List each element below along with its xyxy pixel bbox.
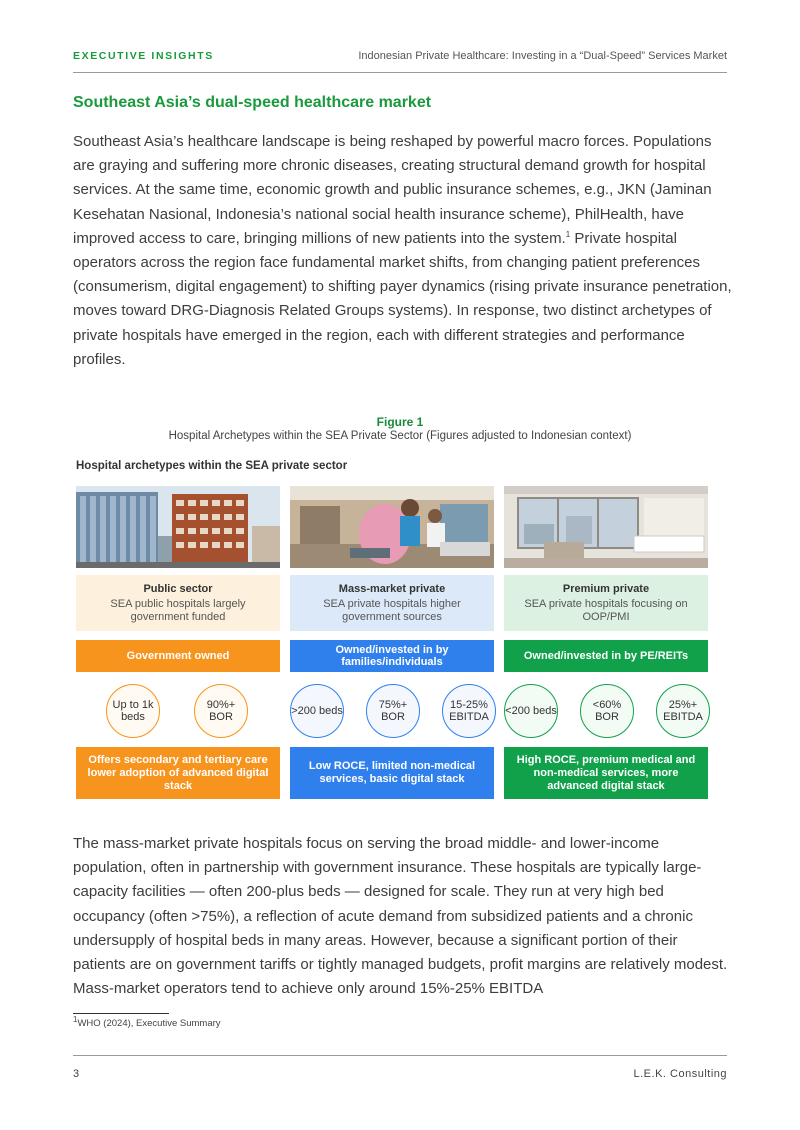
footer-divider	[73, 1055, 727, 1056]
page-number: 3	[73, 1068, 80, 1080]
section-title: Southeast Asia’s dual-speed healthcare market	[73, 94, 432, 111]
figure-number: Figure 1	[376, 415, 424, 429]
building-exterior-illustration	[76, 486, 280, 568]
header-section-label: EXECUTIVE INSIGHTS	[73, 50, 214, 62]
public-metrics	[76, 684, 280, 736]
mass-market-metric-bor: 75%+ BOR	[366, 684, 420, 738]
mass-market-description: SEA private hospitals higher government sources	[323, 598, 461, 623]
public-hospital-photo	[76, 486, 280, 568]
mass-market-title: Mass-market private	[338, 583, 446, 595]
intro-text-b: Private hospital operators across the region face fundamental market shifts, from changing patient preferences (consumerism, digital engagement) to shifting payer dynamics (rising private insurance penetration, moves toward DRG-Diagnosis Related Groups systems). In response, two distinct archetypes of private hospitals have emerged in the region, each with different strategies and performance profiles.	[73, 229, 732, 368]
mass-market-summary-bar: Low ROCE, limited non-medical services, basic digital stack	[290, 747, 494, 799]
header-report-title: Indonesian Private Healthcare: Investing in a “Dual-Speed” Services Market	[358, 50, 727, 62]
premium-description: SEA private hospitals focusing on OOP/PMI	[524, 598, 688, 623]
premium-metrics	[504, 684, 708, 736]
public-summary-bar: Offers secondary and tertiary care lower adoption of advanced digital stack	[76, 747, 280, 799]
header-divider	[73, 72, 727, 73]
footnote-number: 1	[73, 1014, 78, 1024]
premium-metric-ebitda: 25%+ EBITDA	[656, 684, 710, 738]
mass-market-metrics	[290, 684, 494, 736]
premium-summary-bar: High ROCE, premium medical and non-medical services, more advanced digital stack	[504, 747, 708, 799]
premium-title: Premium private	[562, 583, 650, 595]
mass-market-info-card	[290, 575, 494, 631]
mass-market-metric-ebitda: 15-25% EBITDA	[442, 684, 496, 738]
premium-ownership-bar: Owned/invested in by PE/REITs	[504, 640, 708, 672]
mass-market-metric-beds: >200 beds	[290, 684, 344, 738]
public-ownership-bar: Government owned	[76, 640, 280, 672]
public-metric-bor: 90%+ BOR	[194, 684, 248, 738]
mass-market-paragraph: The mass-market private hospitals focus on serving the broad middle- and lower-income population, often in partnership with government insurance. These hospitals are typically large-capacity facilities — often 200-plus beds — designed for scale. They run at very high bed occupancy (often >75%), a reflection of acute demand from subsidized patients and a chronic undersupply of hospital beds in many areas. However, because a significant portion of their patients are on government tariffs or tightly managed budgets, profit margins are relatively modest. Mass-market operators tend to achieve only around 15%-25% EBITDA	[73, 835, 728, 998]
intro-text-a: Southeast Asia’s healthcare landscape is being reshaped by powerful macro forces. Populations are graying and suffering more chronic diseases, creating structural demand growth for hospital services. At the same time, economic growth and public insurance schemes, e.g., JKN (Jaminan Kesehatan Nasional, Indonesia’s national social health insurance scheme), PhilHealth, have improved access to care, bringing millions of new patients into the system.	[73, 133, 712, 247]
figure-caption: Hospital Archetypes within the SEA Private Sector (Figures adjusted to Indonesian context)	[168, 430, 632, 442]
public-description: SEA public hospitals largely government funded	[110, 598, 246, 623]
mass-market-hospital-photo	[290, 486, 494, 568]
public-metric-beds: Up to 1k beds	[106, 684, 160, 738]
mass-market-ownership-bar: Owned/invested in by families/individuals	[290, 640, 494, 672]
hospital-ward-illustration	[290, 486, 494, 568]
footnote	[73, 1014, 221, 1029]
footnote-text: WHO (2024), Executive Summary	[77, 1018, 221, 1029]
premium-metric-beds: <200 beds	[504, 684, 558, 738]
figure-subtitle: Hospital archetypes within the SEA private sector	[76, 460, 348, 472]
footnote-ref[interactable]: 1	[565, 229, 571, 239]
premium-hospital-photo	[504, 486, 708, 568]
footer-brand: L.E.K. Consulting	[633, 1068, 727, 1080]
premium-metric-bor: <60% BOR	[580, 684, 634, 738]
public-title: Public sector	[143, 583, 213, 595]
footnote-divider	[73, 1013, 169, 1014]
premium-room-illustration	[504, 486, 708, 568]
premium-info-card	[504, 575, 708, 631]
intro-paragraph	[73, 130, 733, 372]
public-info-card	[76, 575, 280, 631]
